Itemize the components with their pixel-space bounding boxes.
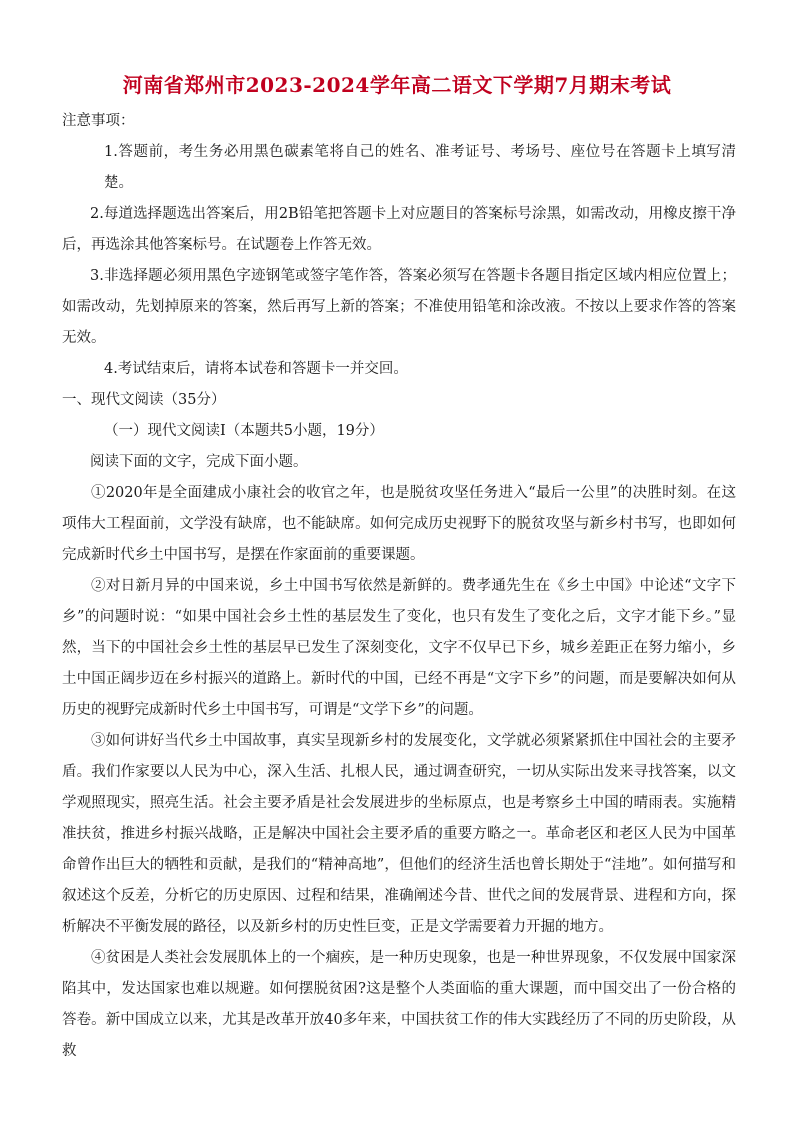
notice-item-4: 4.考试结束后，请将本试卷和答题卡一并交回。 — [104, 361, 408, 377]
notice-item-2: 2.每道选择题选出答案后，用2B铅笔把答题卡上对应题目的答案标号涂黑，如需改动，用橡皮擦干净后，再选涂其他答案标号。在试题卷上作答无效。 — [62, 206, 736, 253]
passage-paragraph-2: ②对日新月异的中国来说，乡土中国书写依然是新鲜的。费孝通先生在《乡土中国》中论述“文字下乡”的问题时说：“如果中国社会乡土性的基层发生了变化，也只有发生了变化之后，文字才能下乡。”显然，当下的中国社会乡土性的基层早已发生了深刻变化，文字不仅早已下乡，城乡差距正在努力缩小，乡土中国正阔步迈在乡村振兴的道路上。新时代的中国，已经不再是“文字下乡”的问题，而是要解决如何从历史的视野完成新时代乡土中国书写，可谓是“文学下乡”的问题。 — [62, 578, 736, 718]
notice-item-3: 3.非选择题必须用黑色字迹钢笔或签字笔作答，答案必须写在答题卡各题目指定区域内相应位置上；如需改动，先划掉原来的答案，然后再写上新的答案；不准使用铅笔和涂改液。不按以上要求作答的答案无效。 — [62, 268, 736, 346]
passage-paragraph-3: ③如何讲好当代乡土中国故事，真实呈现新乡村的发展变化，文学就必须紧紧抓住中国社会的主要矛盾。我们作家要以人民为中心，深入生活、扎根人民，通过调查研究，一切从实际出发来寻找答案，以文学观照现实，照亮生活。社会主要矛盾是社会发展进步的坐标原点，也是考察乡土中国的晴雨表。实施精准扶贫，推进乡村振兴战略，正是解决中国社会主要矛盾的重要方略之一。革命老区和老区人民为中国革命曾作出巨大的牺牲和贡献，是我们的“精神高地”，但他们的经济生活也曾长期处于“洼地”。如何描写和叙述这个反差，分析它的历史原因、过程和结果，准确阐述今昔、世代之间的发展背景、进程和方向，探析解决不平衡发展的路径，以及新乡村的历史性巨变，正是文学需要着力开掘的地方。 — [62, 733, 736, 935]
passage-paragraph-4: ④贫困是人类社会发展肌体上的一个痼疾，是一种历史现象，也是一种世界现象，不仅发展中国家深陷其中，发达国家也难以规避。如何摆脱贫困?这是整个人类面临的重大课题，而中国交出了一份合格的答卷。新中国成立以来，尤其是改革开放40多年来，中国扶贫工作的伟大实践经历了不同的历史阶段，从救 — [62, 950, 736, 1059]
reading-instruction: 阅读下面的文字，完成下面小题。 — [90, 454, 308, 470]
passage-paragraph-1: ①2020年是全面建成小康社会的收官之年，也是脱贫攻坚任务进入“最后一公里”的决胜时刻。在这项伟大工程面前，文学没有缺席，也不能缺席。如何完成历史视野下的脱贫攻坚与新乡村书写，也即如何完成新时代乡土中国书写，是摆在作家面前的重要课题。 — [62, 485, 736, 563]
notice-heading: 注意事项： — [62, 113, 135, 129]
exam-title: 河南省郑州市2023-2024学年高二语文下学期7月期末考试 — [122, 73, 672, 97]
section-subheading: （一）现代文阅读Ⅰ（本题共5小题，19分） — [104, 423, 384, 439]
exam-content — [62, 106, 736, 1067]
section-heading: 一、现代文阅读（35分） — [62, 392, 226, 408]
notice-item-1: 1.答题前，考生务必用黑色碳素笔将自己的姓名、准考证号、考场号、座位号在答题卡上填写清楚。 — [104, 144, 736, 191]
